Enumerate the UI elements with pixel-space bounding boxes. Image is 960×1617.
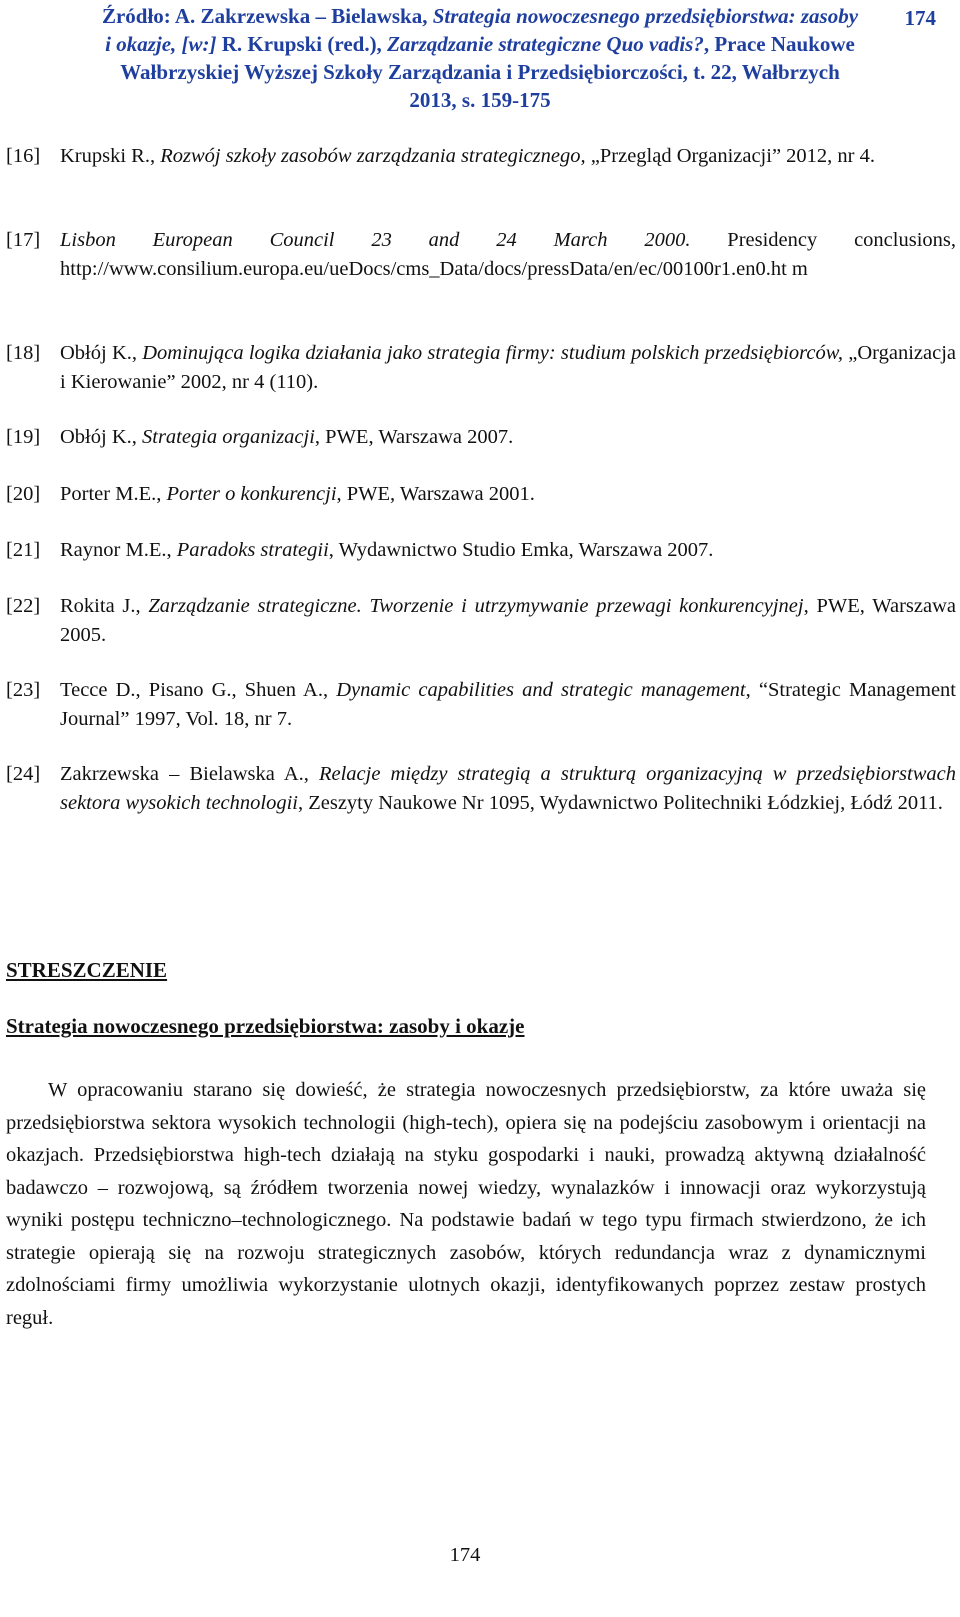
reference-text — [60, 480, 956, 509]
text-segment: Presidency conclusions, http://www.consilium.europa.eu/ueDocs/cms_Data/docs/pressData/en/ec/00100r1.en0.ht m — [60, 229, 956, 280]
text-segment: Tecce D., Pisano G., Shuen A., — [60, 679, 337, 701]
source-header — [0, 0, 960, 120]
text-segment: , “Strategic Management Journal” 1997, Vol. 18, nr 7. — [60, 679, 956, 730]
text-segment: Źródło: A. Zakrzewska – Bielawska, — [101, 4, 433, 28]
reference-number: [24] — [6, 763, 41, 785]
summary-text: W opracowaniu starano się dowieść, że strategia nowoczesnych przedsiębiorstw, za które uważa się przedsiębiorstwa sektora wysokich technologii (high-tech), opiera się na podejściu zasobowym i orientacji na okazjach. Przedsiębiorstwa high-tech działają na styku gospodarki i nauki, prowadzą aktywną działalność badawczo – rozwojową, są źródłem tworzenia nowej wiedzy, wynalazków i innowacji oraz wykorzystują wyniki postępu techniczno–technologicznego. Na podstawie badań w tego typu firmach stwierdzono, że ich strategie opierają się na rozwoju strategicznych zasobów, których redundancja wraz z dynamicznymi zdolnościami firmy umożliwia wykorzystanie ulotnych okazji, identyfikowanych poprzez zestaw prostych reguł. — [6, 1079, 926, 1329]
reference-19 — [6, 423, 956, 452]
reference-23 — [6, 676, 956, 734]
text-segment: R. Krupski (red.), — [216, 32, 388, 56]
reference-text — [60, 536, 956, 565]
reference-text — [60, 592, 956, 650]
text-segment: Obłój K., — [60, 426, 142, 448]
reference-18 — [6, 339, 956, 397]
header-line-2 — [0, 30, 960, 58]
footer-page-number: 174 — [449, 1544, 481, 1566]
summary-heading: STRESZCZENIE — [6, 958, 168, 982]
italic-segment: Dominująca logika działania jako strategia firmy: studium polskich przedsiębiorców, — [142, 342, 844, 364]
italic-segment: Strategia nowoczesnego przedsiębiorstwa: zasoby — [432, 4, 859, 28]
text-segment: Raynor M.E., — [60, 539, 177, 561]
header-line-4 — [0, 86, 960, 114]
reference-text — [60, 226, 956, 284]
reference-17 — [6, 226, 956, 284]
text-segment: „Organizacja i Kierowanie” 2002, nr 4 (110). — [60, 342, 957, 393]
text-segment: Rokita J., — [60, 595, 149, 617]
reference-text — [60, 760, 956, 818]
reference-number: [20] — [6, 483, 41, 505]
reference-text — [60, 423, 956, 452]
italic-segment: Strategia organizacji — [142, 426, 315, 448]
reference-number: [16] — [6, 145, 41, 167]
italic-segment: Zarządzanie strategiczne. Tworzenie i utrzymywanie przewagi konkurencyjnej — [148, 595, 804, 617]
text-segment: , PWE, Warszawa 2001. — [336, 483, 535, 505]
text-segment: Krupski R., — [60, 145, 161, 167]
reference-22 — [6, 592, 956, 650]
header-line-3 — [0, 58, 960, 86]
text-segment: , Wydawnictwo Studio Emka, Warszawa 2007. — [328, 539, 714, 561]
header-line-1 — [0, 2, 960, 30]
italic-segment: Rozwój szkoły zasobów zarządzania strategicznego, — [160, 145, 586, 167]
text-segment: Zakrzewska – Bielawska A., — [60, 763, 319, 785]
reference-number: [18] — [6, 342, 41, 364]
italic-segment: Dynamic capabilities and strategic management — [336, 679, 746, 701]
text-segment: 2013, s. 159-175 — [409, 88, 551, 112]
reference-24 — [6, 760, 956, 818]
reference-20 — [6, 480, 956, 509]
summary-title: Strategia nowoczesnego przedsiębiorstwa: zasoby i okazje — [6, 1014, 525, 1038]
reference-text — [60, 339, 956, 397]
reference-text — [60, 676, 956, 734]
text-segment: Porter M.E., — [60, 483, 167, 505]
text-segment: „Przegląd Organizacji” 2012, nr 4. — [585, 145, 876, 167]
reference-16 — [6, 142, 956, 171]
reference-text — [60, 142, 956, 171]
italic-segment: Lisbon European Council 23 and 24 March 2000. — [60, 229, 691, 251]
text-segment: , Zeszyty Naukowe Nr 1095, Wydawnictwo Politechniki Łódzkiej, Łódź 2011. — [297, 792, 943, 814]
reference-number: [21] — [6, 539, 41, 561]
italic-segment: Porter o konkurencji — [166, 483, 337, 505]
text-segment: Wałbrzyskiej Wyższej Szkoły Zarządzania i Przedsiębiorczości, t. 22, Wałbrzych — [120, 60, 840, 84]
reference-number: [17] — [6, 229, 41, 251]
reference-number: [22] — [6, 595, 41, 617]
header-page-number: 174 — [904, 6, 936, 30]
reference-number: [19] — [6, 426, 41, 448]
italic-segment: Relacje między strategią a strukturą organizacyjną w przedsiębiorstwach sektora wysokich technologii — [60, 763, 957, 814]
italic-segment: Zarządzanie strategiczne Quo vadis? — [387, 32, 704, 56]
text-segment: , Prace Naukowe — [703, 32, 855, 56]
text-segment: , PWE, Warszawa 2007. — [314, 426, 514, 448]
text-segment: Obłój K., — [60, 342, 143, 364]
reference-number: [23] — [6, 679, 41, 701]
text-segment: , PWE, Warszawa 2005. — [60, 595, 956, 646]
italic-segment: i okazje, [w:] — [105, 32, 217, 56]
italic-segment: Paradoks strategii — [176, 539, 329, 561]
reference-21 — [6, 536, 956, 565]
